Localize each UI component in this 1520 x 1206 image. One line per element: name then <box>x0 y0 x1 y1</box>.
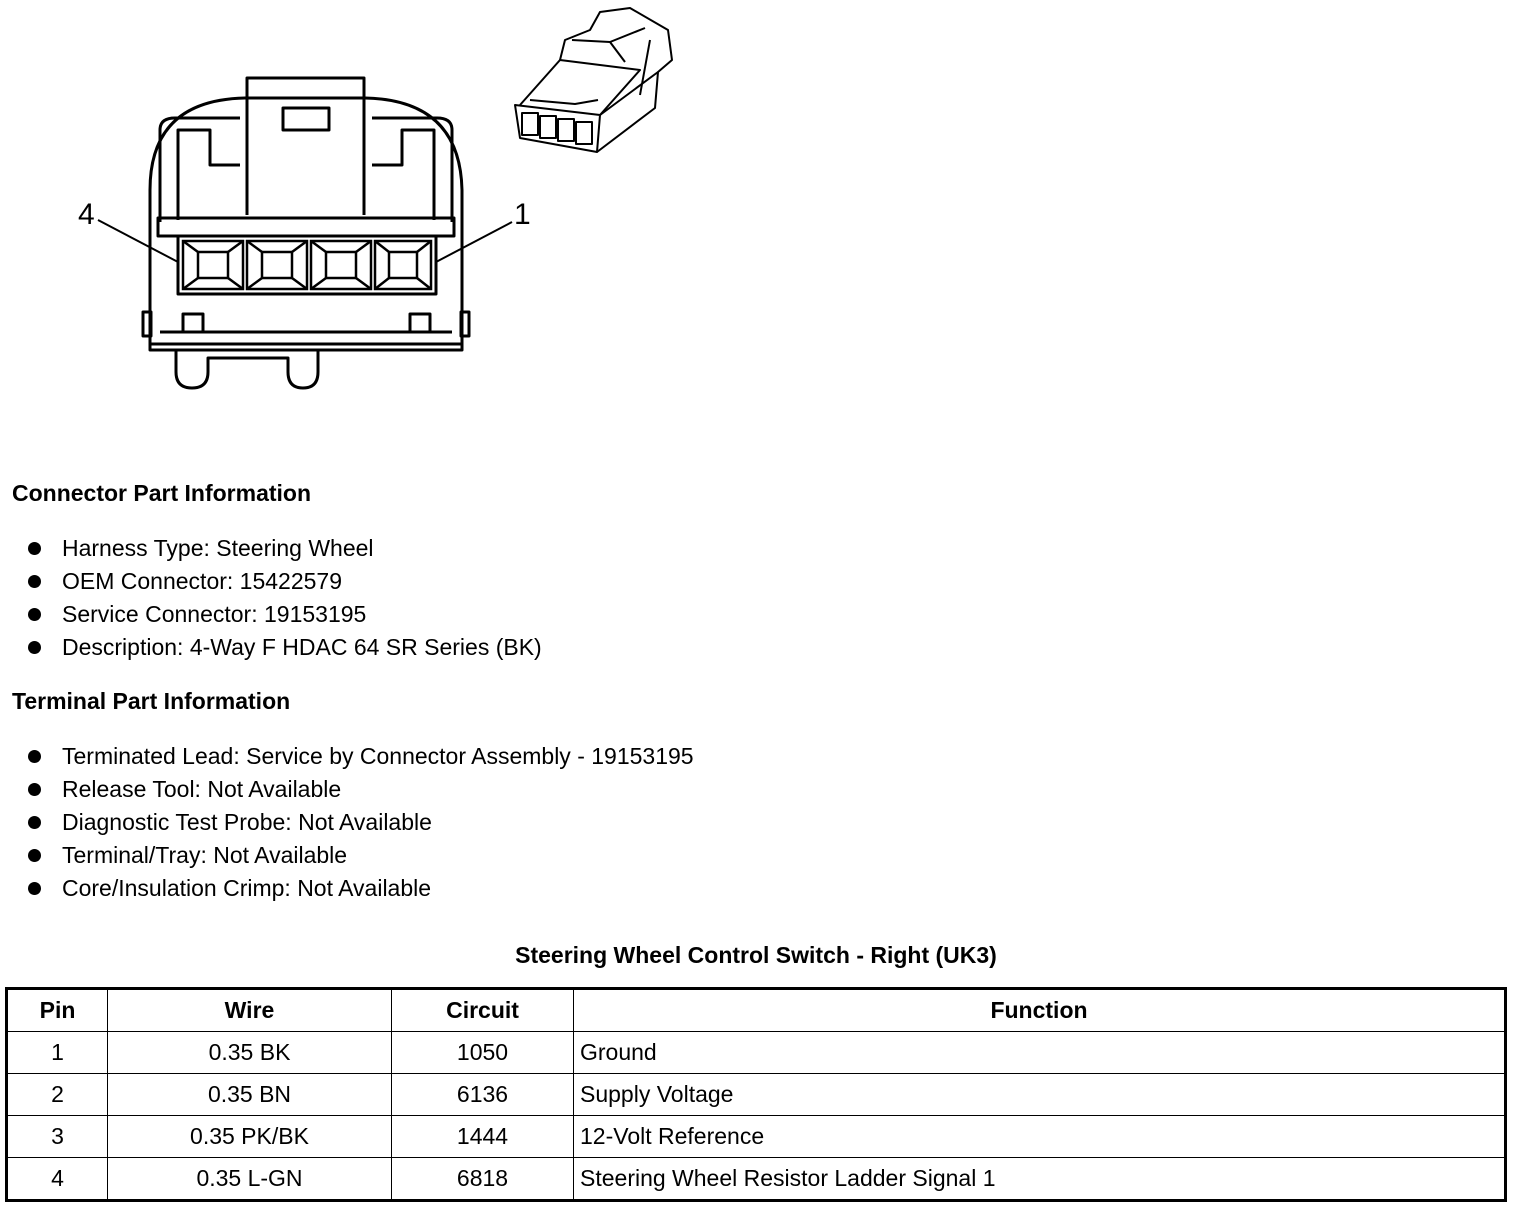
pinout-table <box>5 987 1507 1202</box>
circuit-cell: 1444 <box>392 1116 574 1158</box>
wire-cell: 0.35 BK <box>108 1032 392 1074</box>
function-cell: Supply Voltage <box>574 1074 1506 1116</box>
table-row <box>7 1032 1506 1074</box>
column-header-function: Function <box>574 989 1506 1032</box>
connector-figure <box>0 0 760 420</box>
pin-cell: 2 <box>7 1074 108 1116</box>
wire-cell: 0.35 L-GN <box>108 1158 392 1201</box>
list-item: Terminal/Tray: Not Available <box>28 839 694 872</box>
circuit-cell: 6136 <box>392 1074 574 1116</box>
bullet-icon <box>28 882 41 895</box>
bullet-icon <box>28 816 41 829</box>
table-row <box>7 1074 1506 1116</box>
pin-cell: 1 <box>7 1032 108 1074</box>
connector-iso-view <box>515 8 672 152</box>
pin-1-label: 1 <box>514 198 531 231</box>
function-cell: Steering Wheel Resistor Ladder Signal 1 <box>574 1158 1506 1201</box>
bullet-icon <box>28 750 41 763</box>
list-item: OEM Connector: 15422579 <box>28 565 542 598</box>
table-row <box>7 1158 1506 1201</box>
connector-info-list <box>28 532 542 664</box>
wire-cell: 0.35 PK/BK <box>108 1116 392 1158</box>
bullet-icon <box>28 783 41 796</box>
list-item: Description: 4-Way F HDAC 64 SR Series (BK) <box>28 631 542 664</box>
bullet-icon <box>28 542 41 555</box>
bullet-icon <box>28 575 41 588</box>
table-row <box>7 1116 1506 1158</box>
function-cell: 12-Volt Reference <box>574 1116 1506 1158</box>
circuit-cell: 1050 <box>392 1032 574 1074</box>
list-item: Release Tool: Not Available <box>28 773 694 806</box>
function-cell: Ground <box>574 1032 1506 1074</box>
bullet-icon <box>28 641 41 654</box>
connector-info-heading: Connector Part Information <box>12 480 312 506</box>
pin-cell: 3 <box>7 1116 108 1158</box>
wire-cell: 0.35 BN <box>108 1074 392 1116</box>
bullet-icon <box>28 849 41 862</box>
column-header-pin: Pin <box>7 989 108 1032</box>
list-item: Harness Type: Steering Wheel <box>28 532 542 565</box>
bullet-icon <box>28 608 41 621</box>
pin-4-label: 4 <box>78 198 95 231</box>
column-header-wire: Wire <box>108 989 392 1032</box>
terminal-info-heading: Terminal Part Information <box>12 688 291 714</box>
list-item: Core/Insulation Crimp: Not Available <box>28 872 694 905</box>
column-header-circuit: Circuit <box>392 989 574 1032</box>
terminal-info-list <box>28 740 694 905</box>
list-item: Service Connector: 19153195 <box>28 598 542 631</box>
list-item: Diagnostic Test Probe: Not Available <box>28 806 694 839</box>
pin-cell: 4 <box>7 1158 108 1201</box>
table-title: Steering Wheel Control Switch - Right (UK3) <box>515 942 997 968</box>
table-header-row <box>7 989 1506 1032</box>
list-item: Terminated Lead: Service by Connector Assembly - 19153195 <box>28 740 694 773</box>
circuit-cell: 6818 <box>392 1158 574 1201</box>
connector-face-drawing <box>0 0 760 420</box>
